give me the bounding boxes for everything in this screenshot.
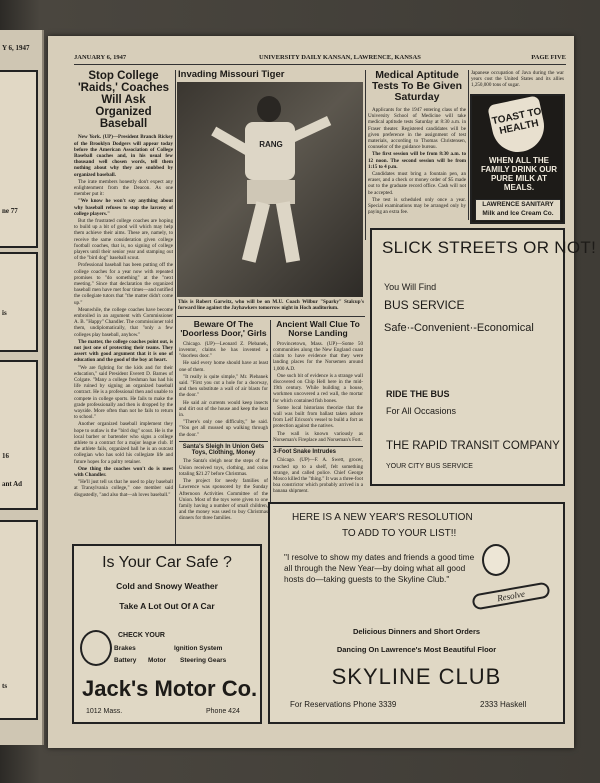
ad-headline: HERE IS A NEW YEAR'S RESOLUTION: [292, 512, 473, 523]
ad-address: 1012 Mass.: [86, 708, 123, 715]
ad-phone: Phone 424: [206, 708, 240, 715]
newspaper-page: [48, 36, 597, 748]
article-paragraph: The project for needy families of Lawrence was sponsored by the Sunday Afternoon Activities Committee of the Union. Most of the toys were given to one family having a number of small children, and the money was used to buy Christmas dinners for three families.: [179, 478, 268, 522]
article-headline: Ancient Wall Clue To Norse Landing: [276, 319, 360, 338]
ad-text: YOUR CITY BUS SERVICE: [386, 463, 473, 470]
ad-lawrence-sanitary: [470, 94, 565, 224]
ad-checklist-item: Motor: [148, 657, 167, 664]
ad-rapid-transit: [370, 228, 597, 486]
article-paragraph: Another organized baseball implement they hope to outlaw is the "bird dog" scout. He is the local barber or bartender who signs a college athlete to a contract for a major league club. If the athlete fails, organized ball he is an outcast collegian who has sold his collegiate life and future hopes for a paltry retainer.: [74, 421, 173, 465]
ad-service: BUS SERVICE: [384, 298, 465, 312]
column-rule: [468, 70, 469, 220]
ad-club-name: SKYLINE CLUB: [331, 664, 502, 689]
article-doorless-door: [179, 320, 268, 523]
ad-sponsor-name: LAWRENCE SANITARY: [482, 201, 554, 208]
ad-checklist-item: Steering Gears: [180, 657, 227, 664]
ad-checklist-item: Battery: [114, 657, 137, 664]
article-paragraph: "We are fighting for the kids and for their education," said President Everett D. Barnes of Colgate. "Many a college freshman has had his life ruined by signing an organized baseball contract. He is a professional then and unable to compete in college sports. He fails to make the grade professionally and then is dropped by the wayside. More often than not he fails to return to school.": [74, 364, 173, 421]
article-paragraph: New York. (UP)—President Branch Rickey of the Brooklyn Dodgers will appear today before the American Association of College Baseball coaches and, in his usual few thousand well chosen words, tell them nothing about why they are snubbed by organized baseball.: [74, 134, 173, 178]
ad-tagline: Safe·-Convenient·-Economical: [384, 322, 534, 334]
article-subheadline: Santa's Sleigh In Union Gets Toys, Clothing, Money: [179, 441, 268, 457]
article-paragraph: Meanwhile, the college coaches have become embroiled in an argument with Commissioner A. B. "Happy" Chandler. The commissioner told them, undiplomatically, that "only a few colleges play baseball, anyhow.": [74, 306, 173, 338]
resolve-badge: Resolve: [471, 581, 551, 610]
previous-page-edge: [0, 30, 44, 745]
article-paragraph: The irate members honestly don't expect any enlightenment from the Deacon. As one member put it:: [74, 178, 173, 198]
ad-skyline-club: [268, 502, 565, 724]
article-paragraph: Some local historians theorize that the wall was built from ballast taken ashore from Leif Ericson's vessel to build a fort as protection against the natives.: [273, 404, 363, 430]
ad-checklist-item: Ignition System: [174, 645, 223, 652]
article-paragraph: "He'll just tell us that he used to play baseball at Transylvania college," one member said disgustedly, "and also that—ah loves baseball.": [74, 479, 173, 498]
ad-text: Cold and Snowy Weather: [116, 581, 218, 591]
article-paragraph: Chicago. (UP)—Leonard Z. Plebanek, inventor, claims he has invented a "doorless door.": [179, 340, 268, 360]
ad-sponsor-sub: Milk and Ice Cream Co.: [482, 210, 554, 217]
photo-caption: This is Robert Garwitz, who will be on M.U. Coach Wilbur "Sparky" Stalcup's forward line against the Jayhawkers tomorrow night in Hoch auditorium.: [178, 299, 364, 312]
article-paragraph: One such bit of evidence is a strange wall discovered on Chip Hell here in the mid-19th century. While building a house, workmen uncovered a red wall, the mortar for which contained fish bones.: [273, 372, 363, 404]
article-paragraph: "We know he won't say anything about why baseball refuses to stop the larceny of college players.": [74, 198, 173, 217]
article-medical-aptitude: [368, 70, 466, 217]
article-paragraph: The matter, the college coaches point out, is not just one of protecting their teams. They assert with good argument that it is one of education and the good of the boy at heart.: [74, 338, 173, 364]
article-paragraph: He said every home should have at least one of them.: [179, 360, 268, 373]
previous-page-date: Y 6, 1947: [2, 44, 30, 52]
ad-company: THE RAPID TRANSIT COMPANY: [386, 440, 560, 452]
ad-text: For All Occasions: [386, 406, 457, 416]
article-paragraph: The wall is known variously as Norseman's Fireplace and Norseman's Fort.: [273, 430, 363, 443]
jersey-text: RANG: [259, 140, 283, 149]
article-paragraph: He said air currents would keep insects and dirt out of the house and keep the heat in.: [179, 399, 268, 419]
ad-company-name: Jack's Motor Co.: [82, 676, 258, 701]
article-paragraph: "It really is quite simple," Mr. Plebanek said. "First you cut a hole for a doorway, and then substitute a wall of air blasts for the door.": [179, 373, 268, 399]
article-paragraph: "There's only one difficulty," he said. "You get all mussed up walking through the door.": [179, 419, 268, 438]
article-ancient-wall: [273, 320, 363, 496]
photo-headline: Invading Missouri Tiger: [178, 69, 285, 80]
article-college-raids: [74, 70, 173, 499]
filler-japan-sugar: Japanese occupation of Java during the war years cost the United States and its allies 1,250,000 tons of sugar.: [471, 70, 564, 89]
masthead-date: JANUARY 6, 1947: [74, 54, 127, 61]
article-paragraph: The test is scheduled only once a year. Special examinations may be arranged only by paying an extra fee.: [368, 196, 466, 216]
ad-slogan: WHEN ALL THE FAMILY DRINK OUR PURE MILK AT MEALS.: [480, 156, 557, 192]
article-paragraph: The first session will be from 8:30 a.m. to 12 noon. The second session will be from 1:15 to 4 p.m.: [368, 151, 466, 170]
previous-ad-box: 16 ant Ad: [0, 360, 38, 510]
ad-text: Delicious Dinners and Short Orders: [352, 627, 481, 636]
article-paragraph: Candidates must bring a fountain pen, an eraser, and a check or money order of $5 made out to the graduate record office. Cash will not be accepted.: [368, 171, 466, 196]
previous-ad-box: is: [0, 252, 38, 352]
ad-address: 2333 Haskell: [480, 700, 527, 709]
ad-headline: TO ADD TO YOUR LIST!!: [342, 528, 457, 539]
ad-checklist-item: Brakes: [114, 645, 136, 652]
ad-text: Dancing On Lawrence's Most Beautiful Floor: [336, 645, 497, 654]
section-rule: [177, 316, 365, 317]
ad-sponsor-box: [475, 199, 561, 221]
masthead-page-number: PAGE FIVE: [531, 54, 566, 61]
ad-title: Is Your Car Safe ?: [102, 554, 232, 571]
article-paragraph: One thing the coaches won't do is meet with Chandler.: [74, 465, 173, 479]
basketball-player-photo: [177, 82, 363, 297]
ad-quote: "I resolve to show my dates and friends a good time all through the New Year—by doing what all good hosts do—taking guests to the Skyline Club.": [284, 552, 475, 584]
masthead-paper-name: UNIVERSITY DAILY KANSAN, LAWRENCE, KANSAS: [259, 54, 421, 61]
article-paragraph: Applicants for the 1947 entering class of the University School of Medicine will take medical aptitude tests Saturday at 8:30 a.m. in Fraser theater. Registered candidates will be given preference in the assignment of test materials, according to Thomas Christensen, counselor of the guidance bureau.: [368, 107, 466, 151]
ad-reservations: For Reservations Phone 3339: [290, 700, 397, 709]
article-subheadline: 3-Foot Snake Intrudes: [273, 446, 363, 455]
article-headline: Medical Aptitude Tests To Be Given Saturday: [371, 69, 463, 104]
article-paragraph: But the frustrated college coaches are hoping to build up a bit of good will which may help them achieve their aims. These are, namely, to receive the same consideration given college football coaches, that is, no signing of college players until their senior year and stamping out of the "bird dog" baseball scout.: [74, 217, 173, 262]
article-headline: Beware Of The 'Doorless Door,' Girls: [180, 319, 267, 338]
ad-ride: RIDE THE BUS: [386, 389, 450, 399]
host-cartoon: [482, 544, 510, 576]
ad-jacks-motor: [72, 544, 262, 724]
article-headline: Stop College 'Raids,' Coaches Will Ask Organized Baseball: [77, 70, 170, 131]
ad-text: Take A Lot Out Of A Car: [119, 601, 215, 611]
ad-text: You Will Find: [384, 282, 437, 292]
article-paragraph: Provincetown, Mass. (UP)—Some 50 communities along the New England coast claim to have evidence that they were landing places for the Norsemen around 1,000 A.D.: [273, 340, 363, 372]
masthead: [74, 54, 566, 65]
previous-ad-box: ne 77: [0, 70, 38, 248]
column-rule: [175, 70, 176, 566]
article-paragraph: Professional baseball has been putting off the college coaches for a year now with repeated promises to "do something" at the "next meeting." Since that declaration the organized baseball men have met four times—and notified the collegiate tutors that "the matter didn't come up.": [74, 262, 173, 306]
mechanic-illustration: [80, 630, 112, 666]
article-paragraph: Chicago. (UP)—F. A. Swett, grocer, reached up to a shelf, felt something strange, and called police. Chief George Mosco killed the "thing." It was a three-foot boa constrictor which probably arrived in a banana shipment.: [273, 457, 363, 495]
column-rule: [365, 70, 366, 240]
previous-ad-box: ts: [0, 520, 38, 720]
ad-headline: SLICK STREETS OR NOT!: [382, 238, 597, 257]
ad-check: CHECK YOUR: [118, 632, 165, 639]
ad-title: TOAST TO HEALTH: [491, 106, 543, 137]
article-paragraph: The Santa's sleigh near the steps of the Union received toys, clothing, and coins totaling $21.27 before Christmas.: [179, 458, 268, 477]
